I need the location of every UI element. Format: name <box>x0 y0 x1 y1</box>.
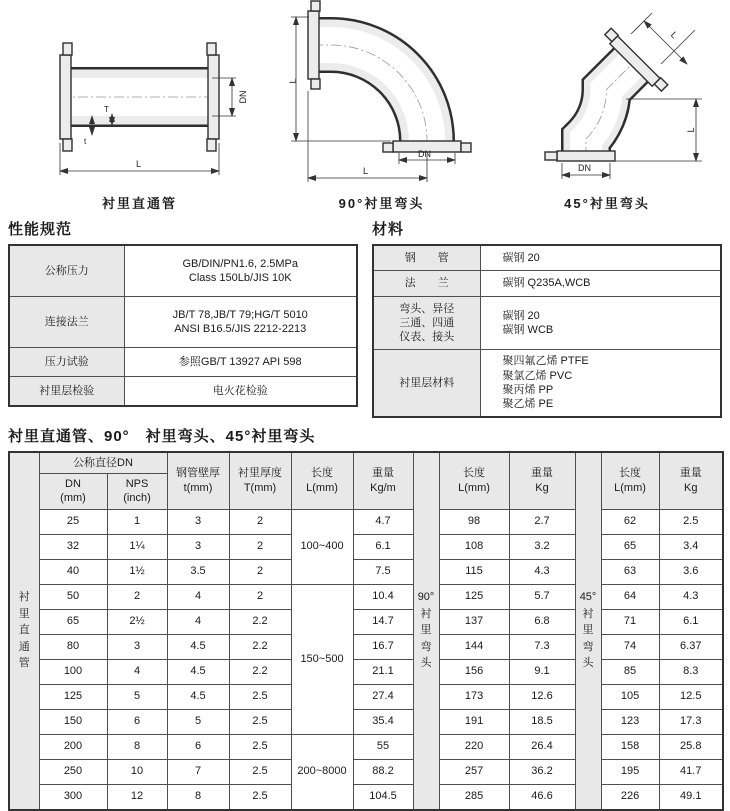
spec-label: 衬里层检验 <box>9 377 124 407</box>
lining-thickness-value: 2.5 <box>229 759 291 784</box>
length-90-value: 137 <box>439 609 509 634</box>
material-value: 碳钢 20 碳钢 WCB <box>480 296 721 350</box>
material-row <box>373 271 721 296</box>
dn-value: 65 <box>39 609 107 634</box>
weight-45-value: 2.5 <box>659 509 723 534</box>
length-90-value: 108 <box>439 534 509 559</box>
weight-90-value: 4.3 <box>509 559 575 584</box>
caption-straight-pipe: 衬里直通管 <box>101 196 177 211</box>
straight-pipe-drawing <box>22 23 257 191</box>
spec-row <box>9 377 357 407</box>
weight-per-meter-value: 27.4 <box>353 684 413 709</box>
length-45-value: 158 <box>601 734 659 759</box>
dn-value: 300 <box>39 784 107 810</box>
weight-90-value: 46.6 <box>509 784 575 810</box>
length-45-value: 85 <box>601 659 659 684</box>
weight-per-meter-value: 14.7 <box>353 609 413 634</box>
dn-value: 40 <box>39 559 107 584</box>
length-45-value: 123 <box>601 709 659 734</box>
material-label: 法 兰 <box>373 271 480 296</box>
spec-label: 压力试验 <box>9 348 124 377</box>
weight-45-value: 41.7 <box>659 759 723 784</box>
material-value: 聚四氟乙烯 PTFE 聚氯乙烯 PVC 聚丙烯 PP 聚乙烯 PE <box>480 350 721 417</box>
length-45-value: 226 <box>601 784 659 810</box>
dim-label-L-vertical: L <box>686 127 696 133</box>
wall-thickness-value: 6 <box>167 734 229 759</box>
dim-data-row <box>9 784 723 810</box>
length-45-value: 71 <box>601 609 659 634</box>
weight-45-value: 17.3 <box>659 709 723 734</box>
dn-value: 32 <box>39 534 107 559</box>
dim-label-DN: DN <box>578 163 591 173</box>
dimension-table <box>8 451 724 811</box>
header-weight-45: 重量 Kg <box>659 452 723 509</box>
spec-material-row <box>8 212 722 418</box>
lining-thickness-value: 2 <box>229 584 291 609</box>
weight-45-value: 3.6 <box>659 559 723 584</box>
nps-value: 1¼ <box>107 534 167 559</box>
wall-thickness-value: 7 <box>167 759 229 784</box>
dn-value: 250 <box>39 759 107 784</box>
dim-header-row-1 <box>9 452 723 474</box>
length-90-value: 98 <box>439 509 509 534</box>
wall-thickness-value: 4 <box>167 609 229 634</box>
material-label: 钢 管 <box>373 245 480 271</box>
material-table <box>372 244 722 418</box>
dim-label-L-diagonal: L <box>668 29 680 41</box>
dim-data-row <box>9 634 723 659</box>
spec-value: JB/T 78,JB/T 79;HG/T 5010 ANSI B16.5/JIS 2212-2213 <box>124 297 357 348</box>
dn-value: 200 <box>39 734 107 759</box>
material-value: 碳钢 20 <box>480 245 721 271</box>
performance-spec-table <box>8 244 358 407</box>
weight-per-meter-value: 16.7 <box>353 634 413 659</box>
spec-row <box>9 297 357 348</box>
lining-thickness-value: 2.2 <box>229 609 291 634</box>
spec-label: 连接法兰 <box>9 297 124 348</box>
length-90-value: 285 <box>439 784 509 810</box>
drawings-row <box>8 4 722 212</box>
weight-90-value: 36.2 <box>509 759 575 784</box>
wall-thickness-value: 4.5 <box>167 634 229 659</box>
length-45-value: 105 <box>601 684 659 709</box>
length-90-value: 144 <box>439 634 509 659</box>
dn-value: 150 <box>39 709 107 734</box>
length-90-value: 115 <box>439 559 509 584</box>
nps-value: 8 <box>107 734 167 759</box>
length-range-value: 150~500 <box>291 584 353 734</box>
wall-thickness-value: 4.5 <box>167 684 229 709</box>
nps-value: 2½ <box>107 609 167 634</box>
spec-value: 电火花检验 <box>124 377 357 407</box>
weight-90-value: 2.7 <box>509 509 575 534</box>
dim-data-row <box>9 709 723 734</box>
spec-value: 参照GB/T 13927 API 598 <box>124 348 357 377</box>
material-section <box>372 212 722 418</box>
nps-value: 10 <box>107 759 167 784</box>
dim-label-L-vertical: L <box>287 78 298 84</box>
material-row <box>373 350 721 417</box>
weight-45-value: 25.8 <box>659 734 723 759</box>
vertical-label-straight-pipe: 衬 里 直 通 管 <box>9 452 39 810</box>
dim-data-row <box>9 509 723 534</box>
nps-value: 6 <box>107 709 167 734</box>
header-nps-inch: NPS (inch) <box>107 473 167 509</box>
dn-value: 25 <box>39 509 107 534</box>
lining-thickness-value: 2.5 <box>229 684 291 709</box>
elbow-90-drawing <box>287 0 477 191</box>
length-90-value: 257 <box>439 759 509 784</box>
weight-per-meter-value: 21.1 <box>353 659 413 684</box>
wall-thickness-value: 3 <box>167 534 229 559</box>
length-45-value: 74 <box>601 634 659 659</box>
weight-90-value: 12.6 <box>509 684 575 709</box>
weight-45-value: 49.1 <box>659 784 723 810</box>
nps-value: 5 <box>107 684 167 709</box>
weight-90-value: 6.8 <box>509 609 575 634</box>
dn-value: 100 <box>39 659 107 684</box>
weight-per-meter-value: 35.4 <box>353 709 413 734</box>
weight-45-value: 3.4 <box>659 534 723 559</box>
weight-per-meter-value: 7.5 <box>353 559 413 584</box>
material-title: 材料 <box>372 221 405 238</box>
lining-thickness-value: 2.5 <box>229 734 291 759</box>
dim-label-DN: DN <box>238 90 248 104</box>
weight-per-meter-value: 104.5 <box>353 784 413 810</box>
dim-data-row <box>9 584 723 609</box>
lining-thickness-value: 2.2 <box>229 659 291 684</box>
spec-label: 公称压力 <box>9 245 124 297</box>
length-45-value: 63 <box>601 559 659 584</box>
weight-45-value: 4.3 <box>659 584 723 609</box>
weight-45-value: 8.3 <box>659 659 723 684</box>
performance-spec-section <box>8 212 358 418</box>
length-90-value: 156 <box>439 659 509 684</box>
length-90-value: 125 <box>439 584 509 609</box>
header-weight-90: 重量 Kg <box>509 452 575 509</box>
lining-thickness-value: 2 <box>229 509 291 534</box>
dn-value: 80 <box>39 634 107 659</box>
wall-thickness-value: 5 <box>167 709 229 734</box>
weight-90-value: 5.7 <box>509 584 575 609</box>
nps-value: 4 <box>107 659 167 684</box>
weight-per-meter-value: 55 <box>353 734 413 759</box>
length-90-value: 220 <box>439 734 509 759</box>
dim-data-row <box>9 734 723 759</box>
header-length-45: 长度 L(mm) <box>601 452 659 509</box>
length-45-value: 62 <box>601 509 659 534</box>
wall-thickness-value: 4 <box>167 584 229 609</box>
weight-per-meter-value: 6.1 <box>353 534 413 559</box>
length-45-value: 65 <box>601 534 659 559</box>
weight-90-value: 26.4 <box>509 734 575 759</box>
performance-spec-title: 性能规范 <box>8 221 73 238</box>
weight-per-meter-value: 88.2 <box>353 759 413 784</box>
figure-45-elbow <box>506 0 708 212</box>
material-label: 弯头、异径 三通、四通 仪表、接头 <box>373 296 480 350</box>
header-lining-thickness: 衬里厚度 T(mm) <box>229 452 291 509</box>
header-weight-per-meter: 重量 Kg/m <box>353 452 413 509</box>
dim-data-row <box>9 534 723 559</box>
vertical-label-45-elbow: 45° 衬 里 弯 头 <box>575 452 601 810</box>
material-value: 碳钢 Q235A,WCB <box>480 271 721 296</box>
figure-straight-pipe <box>22 23 257 212</box>
dimension-section <box>8 425 722 811</box>
header-length: 长度 L(mm) <box>291 452 353 509</box>
dim-data-row <box>9 559 723 584</box>
nps-value: 1½ <box>107 559 167 584</box>
weight-per-meter-value: 10.4 <box>353 584 413 609</box>
dimension-table-title: 衬里直通管、90° 衬里弯头、45°衬里弯头 <box>8 427 316 445</box>
dn-value: 50 <box>39 584 107 609</box>
spec-row <box>9 245 357 297</box>
weight-90-value: 9.1 <box>509 659 575 684</box>
wall-thickness-value: 8 <box>167 784 229 810</box>
dn-value: 125 <box>39 684 107 709</box>
weight-90-value: 7.3 <box>509 634 575 659</box>
length-45-value: 195 <box>601 759 659 784</box>
lining-thickness-value: 2.2 <box>229 634 291 659</box>
nps-value: 3 <box>107 634 167 659</box>
vertical-label-90-elbow: 90° 衬 里 弯 头 <box>413 452 439 810</box>
spec-row <box>9 348 357 377</box>
length-90-value: 191 <box>439 709 509 734</box>
length-range-value: 200~8000 <box>291 734 353 810</box>
header-pipe-wall-thickness: 钢管壁厚 t(mm) <box>167 452 229 509</box>
figure-90-elbow <box>287 0 477 212</box>
caption-45-elbow: 45°衬里弯头 <box>564 196 650 211</box>
material-row <box>373 296 721 350</box>
wall-thickness-value: 3 <box>167 509 229 534</box>
dim-label-L-bottom: L <box>362 166 368 176</box>
weight-90-value: 18.5 <box>509 709 575 734</box>
caption-90-elbow: 90°衬里弯头 <box>338 196 425 211</box>
lining-thickness-value: 2.5 <box>229 709 291 734</box>
nps-value: 12 <box>107 784 167 810</box>
weight-45-value: 12.5 <box>659 684 723 709</box>
header-dn-mm: DN (mm) <box>39 473 107 509</box>
dim-label-DN: DN <box>417 149 431 159</box>
wall-thickness-value: 4.5 <box>167 659 229 684</box>
elbow-45-drawing <box>506 0 708 191</box>
lining-thickness-value: 2 <box>229 559 291 584</box>
header-length-90: 长度 L(mm) <box>439 452 509 509</box>
weight-90-value: 3.2 <box>509 534 575 559</box>
weight-per-meter-value: 4.7 <box>353 509 413 534</box>
dim-label-L: L <box>136 159 142 169</box>
dim-label-T: T <box>104 105 109 114</box>
nps-value: 1 <box>107 509 167 534</box>
length-90-value: 173 <box>439 684 509 709</box>
material-row <box>373 245 721 271</box>
nps-value: 2 <box>107 584 167 609</box>
header-nominal-diameter: 公称直径DN <box>39 452 167 474</box>
weight-45-value: 6.37 <box>659 634 723 659</box>
lining-thickness-value: 2.5 <box>229 784 291 810</box>
wall-thickness-value: 3.5 <box>167 559 229 584</box>
dim-data-row <box>9 609 723 634</box>
lining-thickness-value: 2 <box>229 534 291 559</box>
spec-value: GB/DIN/PN1.6, 2.5MPa Class 150Lb/JIS 10K <box>124 245 357 297</box>
dim-label-t: t <box>84 137 87 146</box>
length-45-value: 64 <box>601 584 659 609</box>
length-range-value: 100~400 <box>291 509 353 584</box>
dim-data-row <box>9 659 723 684</box>
material-label: 衬里层材料 <box>373 350 480 417</box>
dim-data-row <box>9 759 723 784</box>
weight-45-value: 6.1 <box>659 609 723 634</box>
dim-data-row <box>9 684 723 709</box>
